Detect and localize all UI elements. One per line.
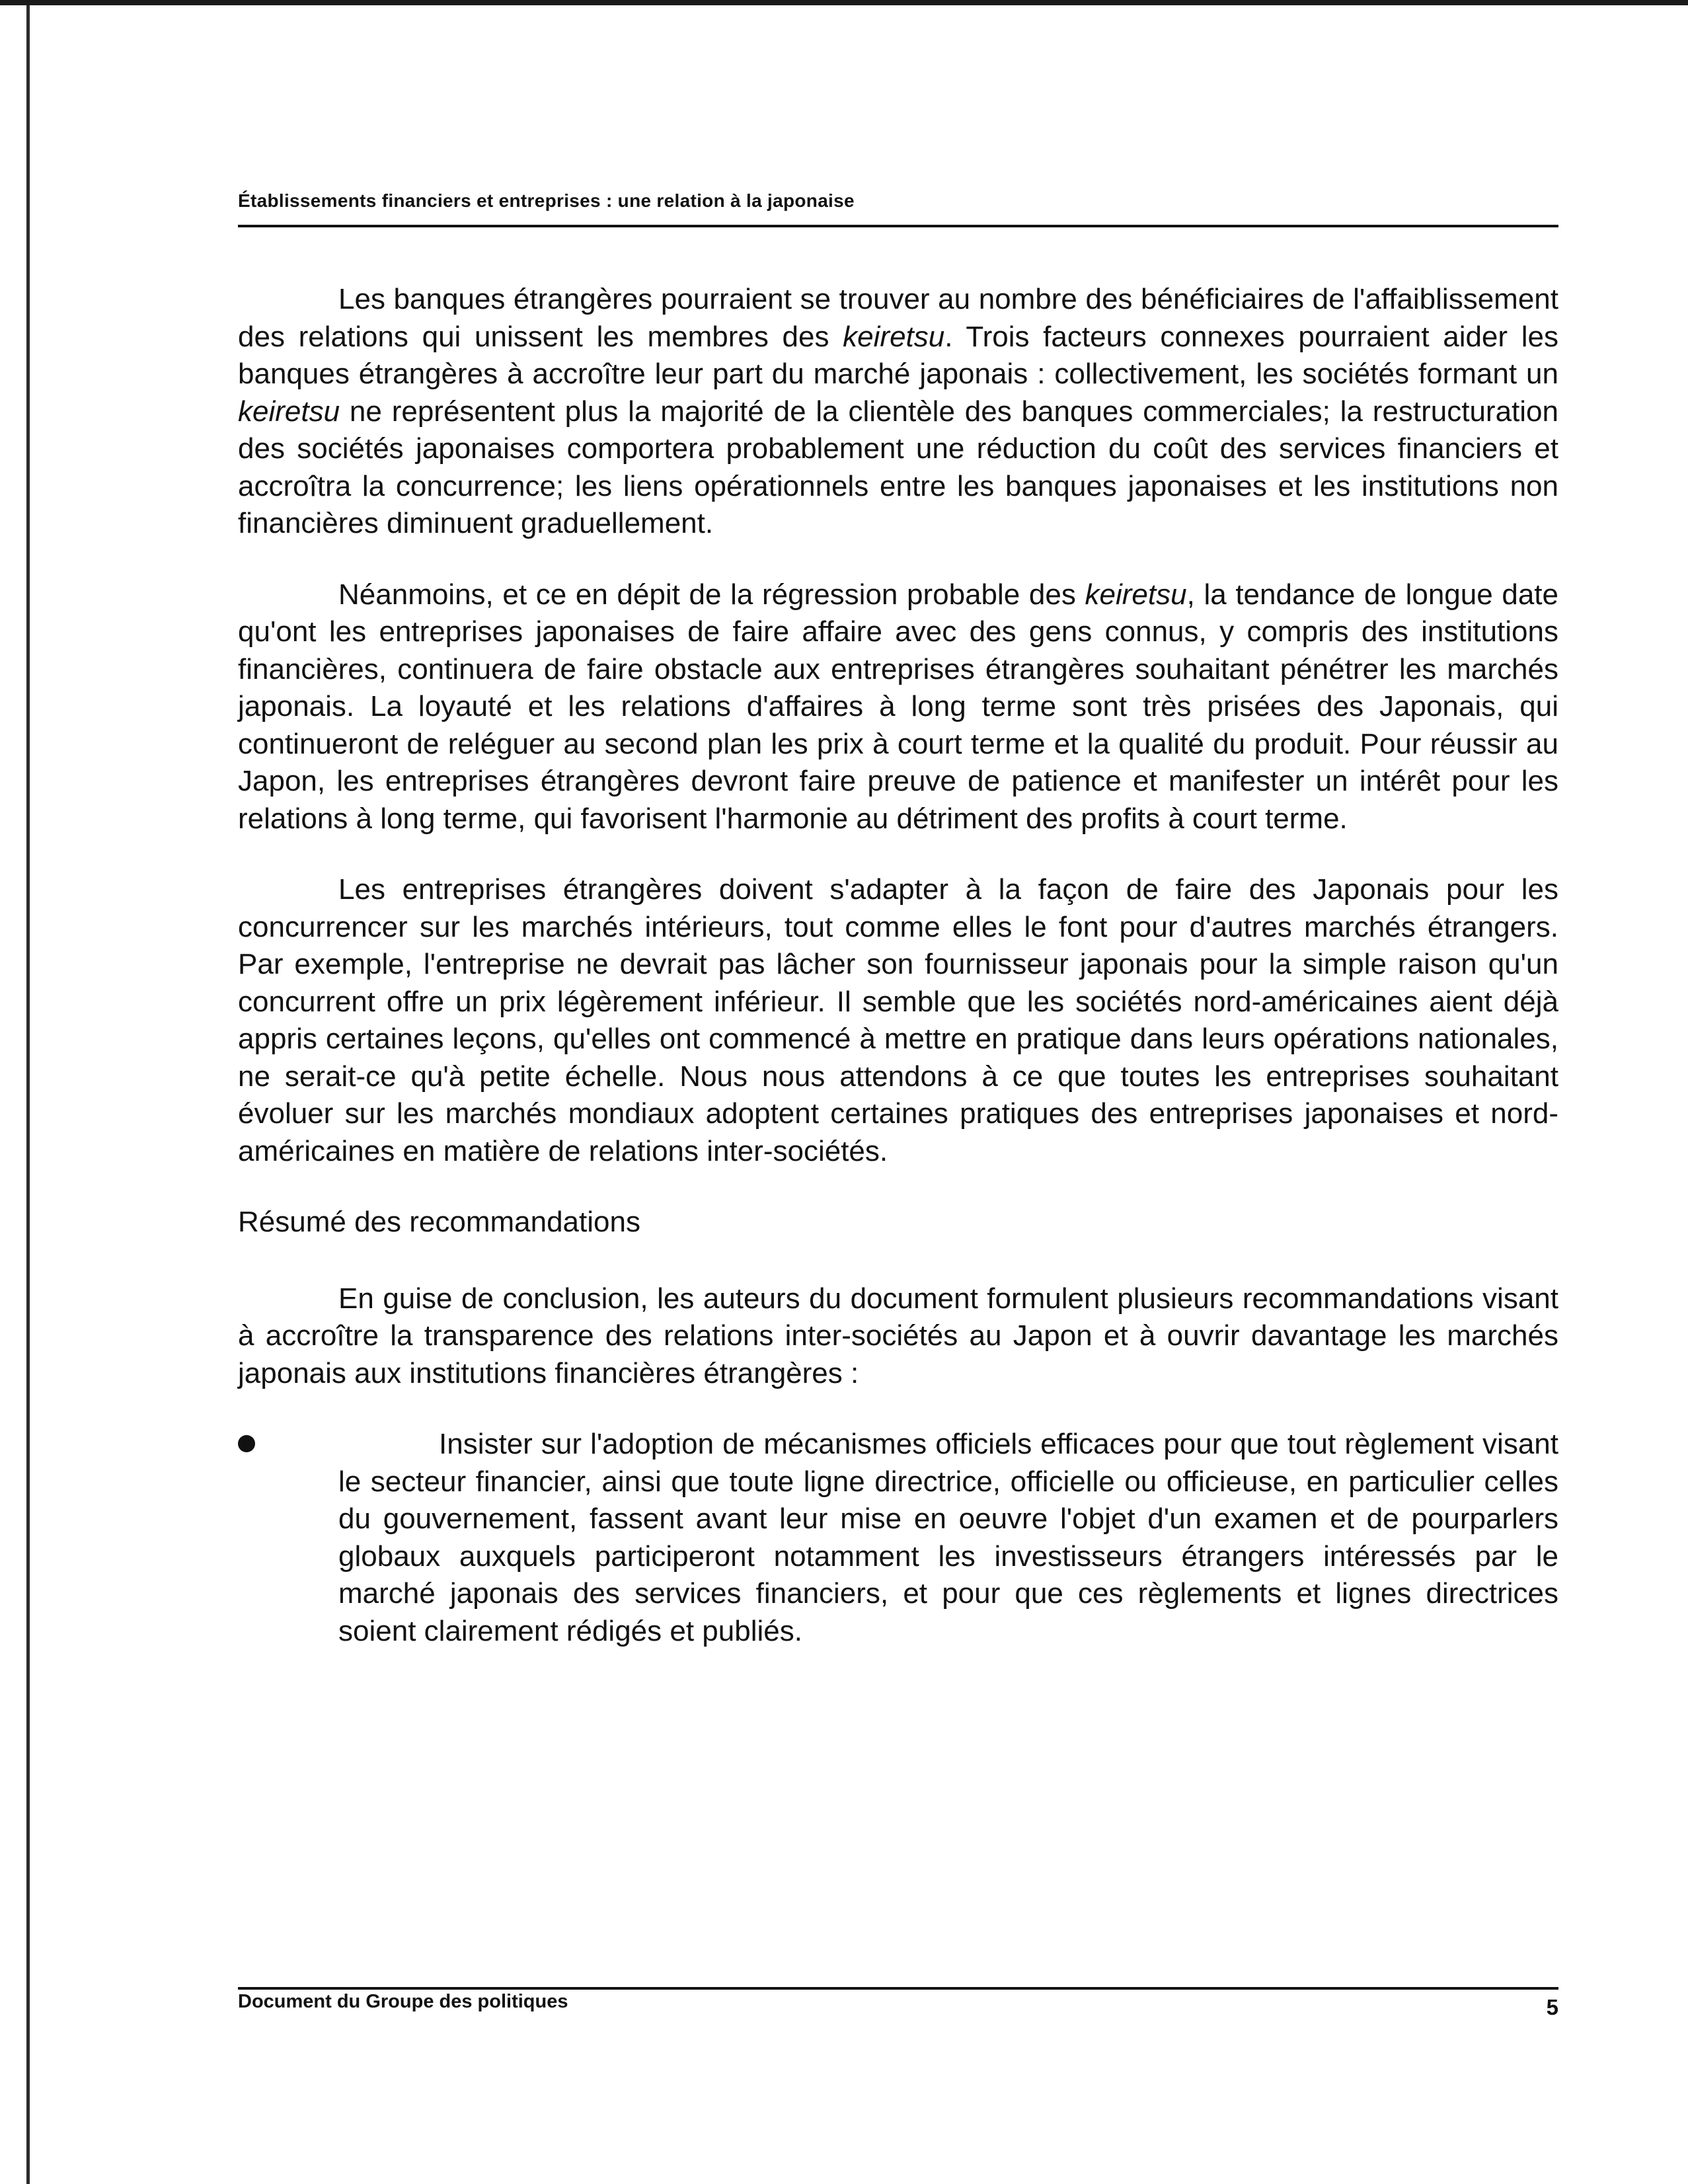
- document-body: [238, 281, 1558, 1684]
- bullet-text: Insister sur l'adoption de mécanismes officiels efficaces pour que tout règlement visant le secteur financier, ainsi que toute ligne directrice, officielle ou officieuse, en particulier celles du gouvernement, fassent avant leur mise en oeuvre l'objet d'un examen et de pourparlers globaux auxquels participeront notamment les investisseurs étrangers intéressés par le marché japonais des services financiers, et pour que ces règlements et lignes directrices soient clairement rédigés et publiés.: [338, 1428, 1558, 1647]
- paragraph-1: Les banques étrangères pourraient se trouver au nombre des bénéficiaires de l'affaiblissement des relations qui unissent les membres des keiretsu. Trois facteurs connexes pourraient aider les banques étrangères à accroître leur part du marché japonais : collectivement, les sociétés formant un keiretsu ne représentent plus la majorité de la clientèle des banques commerciales; la restructuration des sociétés japonaises comportera probablement une réduction du coût des services financiers et accroîtra la concurrence; les liens opérationnels entre les banques japonaises et les institutions non financières diminuent graduellement.: [238, 283, 1558, 539]
- footer-source: Document du Groupe des politiques: [238, 1991, 568, 2012]
- section-intro: En guise de conclusion, les auteurs du document formulent plusieurs recommandations visant à accroître la transparence des relations inter-sociétés au Japon et à ouvrir davantage les marchés japonais aux institutions financières étrangères :: [238, 1282, 1558, 1389]
- keiretsu-term: keiretsu: [238, 395, 340, 428]
- bullet-item: [238, 1426, 1558, 1650]
- scan-edge-left: [26, 5, 30, 2184]
- running-header: Établissements financiers et entreprises : une relation à la japonaise: [238, 190, 855, 211]
- section-heading: Résumé des recommandations: [238, 1206, 640, 1238]
- paragraph-3: Les entreprises étrangères doivent s'adapter à la façon de faire des Japonais pour les concurrencer sur les marchés intérieurs, tout comme elles le font pour d'autres marchés étrangers. Par exemple, l'entreprise ne devrait pas lâcher son fournisseur japonais pour la simple raison qu'un concurrent offre un prix légèrement inférieur. Il semble que les sociétés nord-américaines aient déjà appris certaines leçons, qu'elles ont commencé à mettre en pratique dans leurs opérations nationales, ne serait-ce qu'à petite échelle. Nous nous attendons à ce que toutes les entreprises souhaitant évoluer sur les marchés mondiaux adoptent certaines pratiques des entreprises japonaises et nord-américaines en matière de relations inter-sociétés.: [238, 873, 1558, 1167]
- paragraph-2: Néanmoins, et ce en dépit de la régression probable des keiretsu, la tendance de longue date qu'ont les entreprises japonaises de faire affaire avec des gens connus, y compris des institutions financières, continuera de faire obstacle aux entreprises étrangères souhaitant pénétrer les marchés japonais. La loyauté et les relations d'affaires à long terme sont très prisées des Japonais, qui continueront de reléguer au second plan les prix à court terme et la qualité du produit. Pour réussir au Japon, les entreprises étrangères devront faire preuve de patience et manifester un intérêt pour les relations à long terme, qui favorisent l'harmonie au détriment des profits à court terme.: [238, 578, 1558, 835]
- bullet-icon: [238, 1435, 255, 1452]
- page-number: 5: [1546, 1995, 1558, 2019]
- document-page: [238, 0, 1558, 2184]
- footer-rule: [238, 1987, 1558, 1990]
- keiretsu-term: keiretsu: [843, 320, 945, 353]
- header-rule: [238, 225, 1558, 227]
- keiretsu-term: keiretsu: [1085, 578, 1187, 611]
